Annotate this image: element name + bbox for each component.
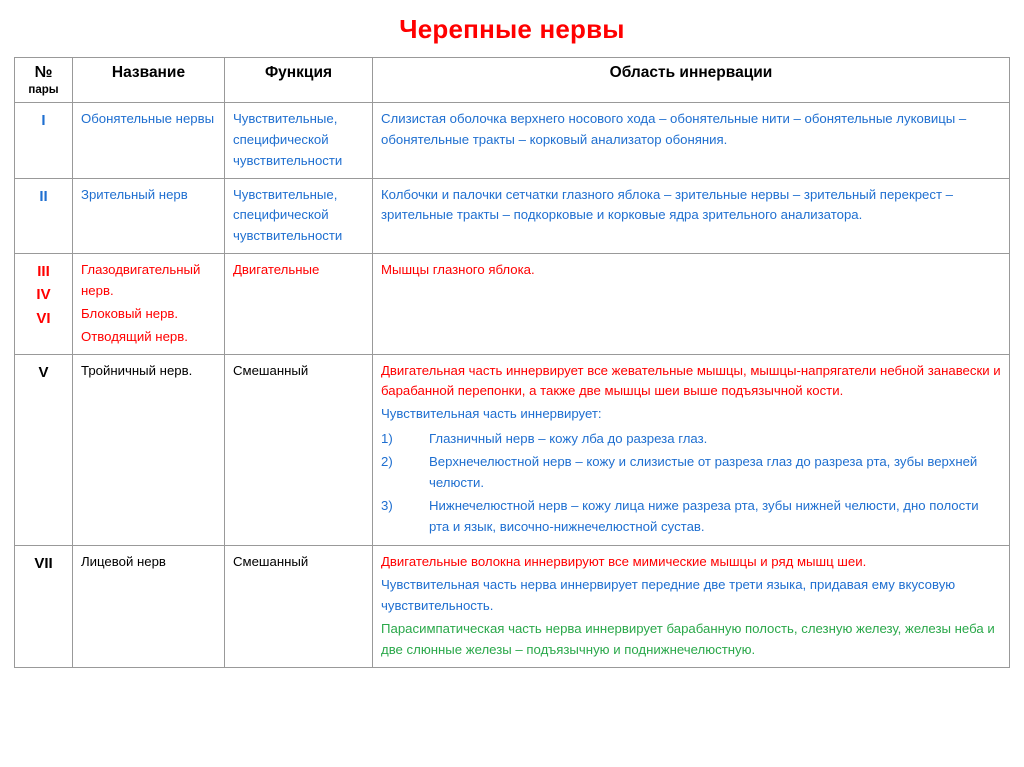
nerve-area-cell [373,103,1010,179]
nerve-name-line: Глазодвигательный нерв. [81,262,201,299]
nerve-roman-numeral: II [39,187,48,205]
nerve-area-paragraph: Парасимпатическая часть нерва иннервирует барабанную полость, слезную железу, железы неба и две слюнные железы – подъязычную и поднижнечелюстную. [381,621,995,657]
nerve-number-cell [15,546,73,667]
nerve-roman-numeral: III [37,263,50,281]
nerve-name-line: Лицевой нерв [81,554,166,570]
nerve-area-cell [373,254,1010,354]
nerve-roman-numeral: VII [34,555,53,573]
column-header-number-main: № [34,64,53,81]
nerve-function-cell: Смешанный [225,354,373,546]
column-header-number-sub: пары [28,84,59,96]
nerve-roman-numeral: I [41,112,46,129]
nerve-area-paragraph: Чувствительная часть иннервирует: [381,406,602,422]
table-header-row [15,58,1010,103]
nerve-name-line: Блоковый нерв. [81,305,179,321]
nerve-function-cell: Смешанный [225,546,373,667]
nerve-area-list [381,429,1001,537]
nerve-number-cell [15,178,73,254]
table-row [15,103,1010,179]
nerve-name-line: Обонятельные нервы [81,111,215,126]
nerve-area-paragraph: Двигательная часть иннервирует все жевательные мышцы, мышцы-напрягатели небной занавески и барабанной перепонки, а также две мышцы шеи выше подъязычной кости. [381,362,1001,399]
nerve-area-paragraph: Чувствительная часть нерва иннервирует передние две трети языка, придавая ему вкусовую чувствительность. [381,577,956,614]
list-item [381,429,1001,450]
nerve-area-paragraph: Двигательные волокна иннервируют все мимические мышцы и ряд мышц шеи. [381,554,867,570]
nerve-roman-numeral: IV [36,286,51,304]
nerve-name-cell [73,254,225,354]
nerve-area-cell [373,178,1010,254]
list-item [381,452,1001,494]
list-item-marker: 1) [381,431,393,447]
nerve-name-line: Тройничный нерв. [81,362,193,378]
nerve-area-paragraph: Слизистая оболочка верхнего носового хода – обонятельные нити – обонятельные луковицы – обонятельные тракты – корковый анализатор обоняния. [381,111,967,147]
nerve-function-cell: Чувствительные, специфической чувствительности [225,178,373,254]
column-header-name: Название [73,58,225,103]
list-item [381,496,1001,538]
nerve-name-cell [73,103,225,179]
column-header-number [15,58,73,103]
nerve-roman-numeral: V [38,363,49,381]
nerve-name-cell [73,354,225,546]
nerve-name-line: Зрительный нерв [81,186,188,202]
list-item-marker: 2) [381,454,393,470]
nerve-name-cell [73,178,225,254]
table-header [15,58,1010,103]
table-row [15,254,1010,354]
nerve-function-cell: Двигательные [225,254,373,354]
nerve-function-cell: Чувствительные, специфической чувствительности [225,103,373,179]
nerve-roman-numeral: VI [36,309,51,327]
nerve-area-paragraph: Колбочки и палочки сетчатки глазного яблока – зрительные нервы – зрительный перекрест – зрительные тракты – подкорковые и корковые ядра зрительного анализатора. [381,186,954,223]
column-header-area: Область иннервации [373,58,1010,103]
nerve-name-cell [73,546,225,667]
list-item-marker: 3) [381,497,393,513]
table-body [15,103,1010,668]
cranial-nerves-table [14,57,1010,668]
table-row [15,546,1010,667]
list-item-label: Верхнечелюстной нерв – кожу и слизистые от разреза глаз до разреза рта, зубы верхней челюсти. [429,454,978,490]
nerve-number-cell [15,354,73,546]
nerve-number-cell [15,254,73,354]
nerve-area-paragraph: Мышцы глазного яблока. [381,262,535,278]
nerve-number-cell [15,103,73,179]
list-item-label: Глазничный нерв – кожу лба до разреза глаз. [429,431,708,447]
column-header-function: Функция [225,58,373,103]
table-row [15,178,1010,254]
list-item-label: Нижнечелюстной нерв – кожу лица ниже разреза рта, зубы нижней челюсти, дно полости рта и язык, височно-нижнечелюстной сустав. [429,497,979,534]
nerve-area-cell [373,546,1010,667]
page-title: Черепные нервы [399,14,625,44]
nerve-area-cell [373,354,1010,546]
nerve-name-line: Отводящий нерв. [81,328,188,344]
table-row [15,354,1010,546]
